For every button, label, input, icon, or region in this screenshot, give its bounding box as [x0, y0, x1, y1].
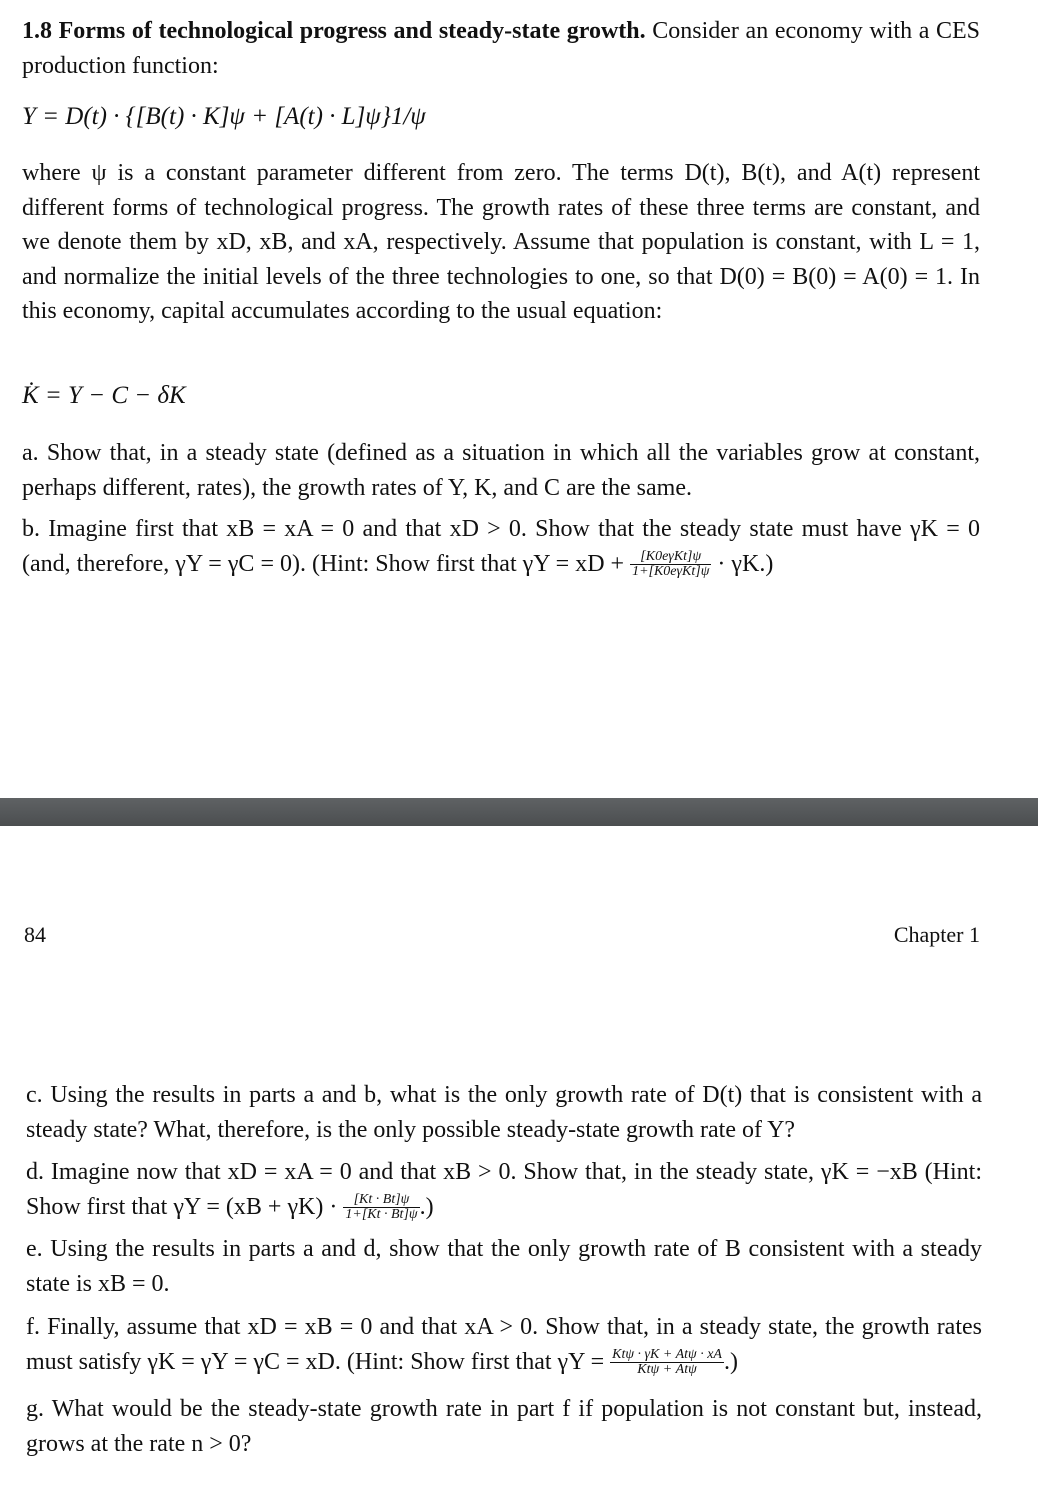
- part-d-end: .): [419, 1193, 434, 1220]
- part-a: a. Show that, in a steady state (defined as a situation in which all the variables grow at constant, perhaps different, rates), the growth rates of Y, K, and C are the same.: [22, 440, 980, 501]
- paragraph-technology: where ψ is a constant parameter different from zero. The terms D(t), B(t), and A(t) represent different forms of technological progress. The growth rates of these three terms are constant, and we denote them by xD, xB, and xA, respectively. Assume that population is constant, with L = 1, and normalize the initial levels of the three technologies to one, so that D(0) = B(0) = A(0) = 1. In this economy, capital accumulates according to the usual equation:: [22, 160, 980, 324]
- part-b-fraction: [630, 550, 711, 579]
- part-c: c. Using the results in parts a and b, what is the only growth rate of D(t) that is consistent with a steady state? What, therefore, is the only possible steady-state growth rate of Y?: [26, 1082, 982, 1143]
- part-f-fraction: [610, 1348, 724, 1377]
- capital-accumulation-equation: K̇ = Y − C − δK: [22, 382, 186, 409]
- part-f-fraction-numerator: Ktψ · γK + Atψ · xA: [612, 1347, 722, 1363]
- part-d-fraction: [343, 1193, 419, 1222]
- part-f-end: .): [723, 1348, 738, 1375]
- page-number: 84: [24, 922, 46, 947]
- part-g: g. What would be the steady-state growth rate in part f if population is not constant but, instead, grows at the rate n > 0?: [26, 1396, 982, 1457]
- part-d: [26, 1155, 982, 1224]
- part-b: [22, 512, 980, 581]
- chapter-label: Chapter 1: [893, 922, 980, 947]
- part-f-text: f. Finally, assume that xD = xB = 0 and that xA > 0. Show that, in a steady state, the growth rates must satisfy γK = γY = γC = xD. (Hint: Show first that γY =: [26, 1314, 982, 1375]
- part-d-fraction-denominator: 1+[Kt · Bt]ψ: [345, 1207, 418, 1223]
- problem-heading-paragraph: [22, 14, 980, 83]
- problem-heading: 1.8 Forms of technological progress and steady-state growth.: [22, 18, 646, 44]
- part-b-text: b. Imagine first that xB = xA = 0 and that xD > 0. Show that the steady state must have γK = 0 (and, therefore, γY = γC = 0). (Hint: Show first that γY = xD +: [22, 516, 980, 577]
- page-separator: [0, 798, 1038, 826]
- part-e: e. Using the results in parts a and d, show that the only growth rate of B consistent with a steady state is xB = 0.: [26, 1236, 982, 1297]
- part-b-fraction-denominator: 1+[K0eγKt]ψ: [632, 564, 710, 580]
- part-f-fraction-denominator: Ktψ + Atψ: [637, 1362, 697, 1378]
- part-d-fraction-numerator: [Kt · Bt]ψ: [343, 1193, 419, 1208]
- part-d-text: d. Imagine now that xD = xA = 0 and that xB > 0. Show that, in the steady state, γK = −xB (Hint: Show first that γY = (xB + γK) ·: [26, 1159, 982, 1220]
- production-function-equation: Y = D(t) · {[B(t) · K]ψ + [A(t) · L]ψ}1/ψ: [22, 103, 426, 130]
- part-b-fraction-numerator: [K0eγKt]ψ: [630, 550, 711, 565]
- part-f: [26, 1310, 982, 1379]
- part-b-end: · γK.): [717, 550, 774, 577]
- problem-intro: Consider an economy with a CES production function:: [22, 18, 980, 79]
